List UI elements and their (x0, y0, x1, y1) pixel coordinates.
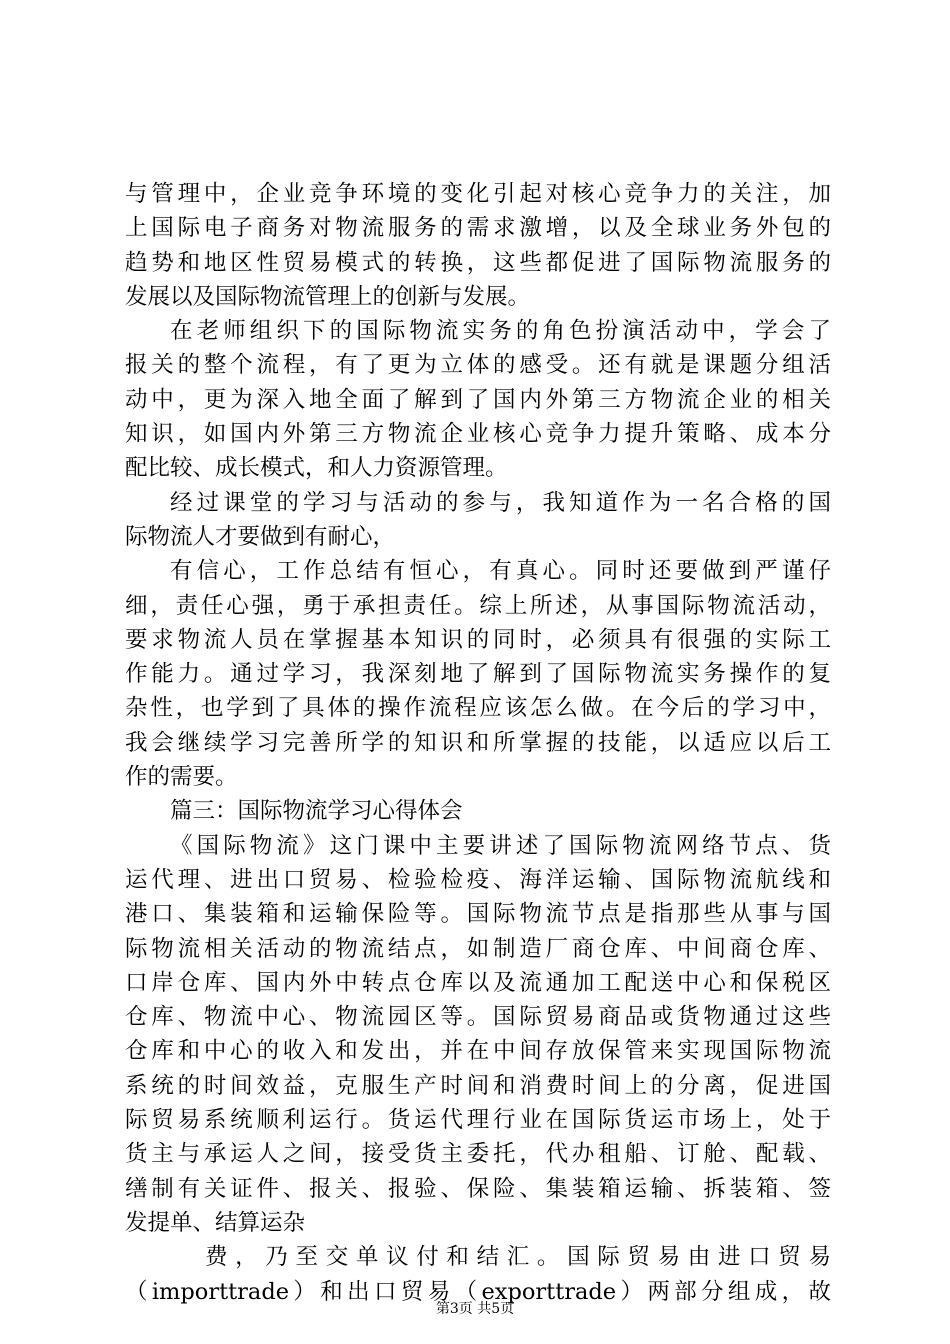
text-line: 要求物流人员在掌握基本知识的同时，必须具有很强的实际工 (125, 626, 831, 653)
text-line: 作能力。通过学习，我深刻地了解到了国际物流实务操作的复 (125, 661, 831, 688)
text-line: 货主与承运人之间，接受货主委托，代办租船、订舱、配载、 (125, 1141, 831, 1168)
text-line: 我会继续学习完善所学的知识和所掌握的技能，以适应以后工 (125, 729, 831, 756)
text-line: 缮制有关证件、报关、报验、保险、集装箱运输、拆装箱、签 (125, 1175, 831, 1202)
text-line: 知识，如国内外第三方物流企业核心竞争力提升策略、成本分 (125, 421, 831, 448)
text-line: 有信心，工作总结有恒心，有真心。同时还要做到严谨仔 (170, 558, 831, 585)
text-line: 上国际电子商务对物流服务的需求激增，以及全球业务外包的 (125, 215, 831, 242)
text-line: 《国际物流》这门课中主要讲述了国际物流网络节点、货 (170, 832, 831, 859)
text-line: 仓库、物流中心、物流园区等。国际贸易商品或货物通过这些 (125, 1004, 831, 1031)
text-line: 际物流相关活动的物流结点，如制造厂商仓库、中间商仓库、 (125, 935, 831, 962)
text-line: 际贸易系统顺利运行。货运代理行业在国际货运市场上，处于 (125, 1107, 831, 1134)
text-line: 经过课堂的学习与活动的参与，我知道作为一名合格的国 (170, 489, 831, 516)
text-line: 杂性，也学到了具体的操作流程应该怎么做。在今后的学习中， (125, 695, 831, 722)
text-line: 仓库和中心的收入和发出，并在中间存放保管来实现国际物流 (125, 1038, 831, 1065)
text-line: 篇三：国际物流学习心得体会 (170, 798, 463, 825)
text-line: 发提单、结算运杂 (125, 1209, 306, 1236)
text-line: （importtrade）和出口贸易（exporttrade）两部分组成，故 (125, 1278, 831, 1305)
text-line: 趋势和地区性贸易模式的转换，这些都促进了国际物流服务的 (125, 249, 831, 276)
text-line: 配比较、成长模式，和人力资源管理。 (125, 455, 508, 482)
text-line: 细，责任心强，勇于承担责任。综上所述，从事国际物流活动， (125, 592, 831, 619)
document-body (125, 177, 831, 1309)
text-line: 作的需要。 (125, 764, 238, 791)
text-line: 际物流人才要做到有耐心， (125, 523, 396, 550)
text-line: 动中，更为深入地全面了解到了国内外第三方物流企业的相关 (125, 386, 831, 413)
text-line: 报关的整个流程，有了更为立体的感受。还有就是课题分组活 (125, 352, 831, 379)
text-line: 口岸仓库、国内外中转点仓库以及流通加工配送中心和保税区 (125, 969, 831, 996)
text-line: 费，乃至交单议付和结汇。国际贸易由进口贸易 (205, 1244, 831, 1271)
text-line: 系统的时间效益，克服生产时间和消费时间上的分离，促进国 (125, 1072, 831, 1099)
text-line: 与管理中，企业竞争环境的变化引起对核心竞争力的关注，加 (125, 181, 831, 207)
text-line: 运代理、进出口贸易、检验检疫、海洋运输、国际物流航线和 (125, 866, 831, 893)
text-line: 港口、集装箱和运输保险等。国际物流节点是指那些从事与国 (125, 901, 831, 928)
page-footer: 第3页 共5页 (435, 1301, 515, 1317)
text-line: 在老师组织下的国际物流实务的角色扮演活动中，学会了 (170, 318, 831, 345)
text-line: 发展以及国际物流管理上的创新与发展。 (125, 283, 531, 310)
